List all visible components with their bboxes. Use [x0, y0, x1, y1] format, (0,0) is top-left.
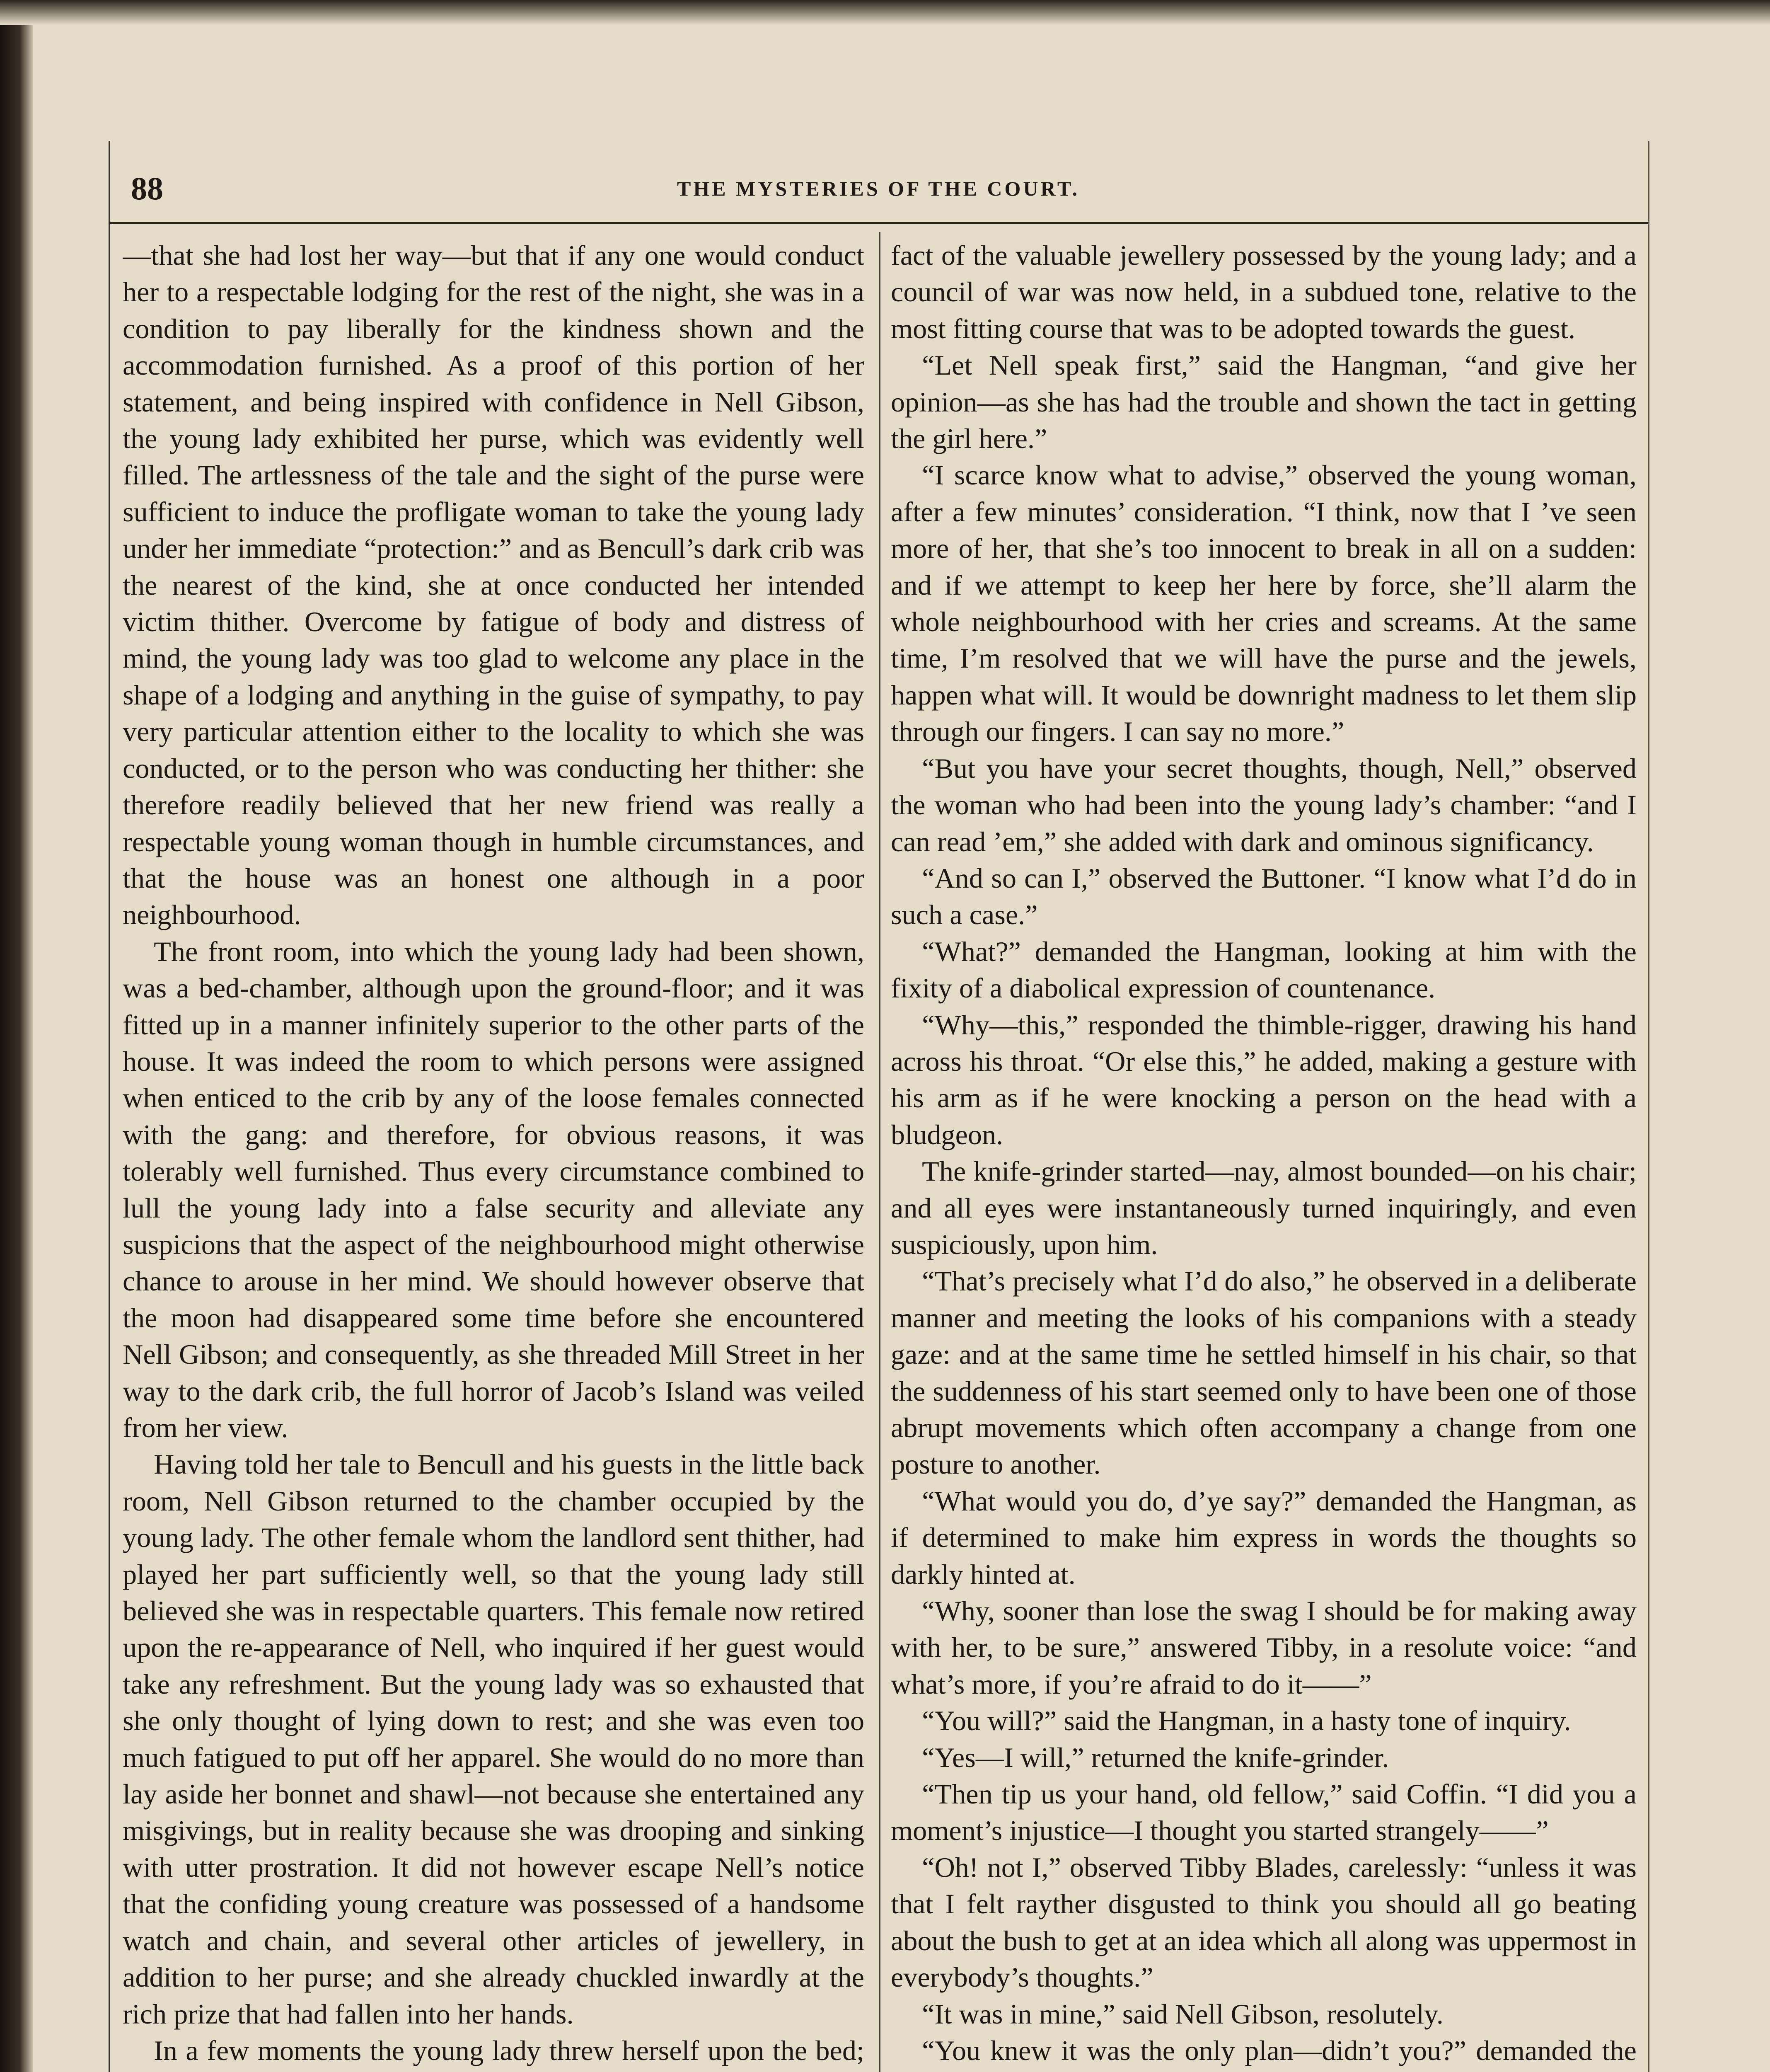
- page-frame-right: [1648, 141, 1649, 2072]
- paragraph: “Let Nell speak first,” said the Hangman, “and give her opinion—as she has had the trouble and shown the tact in getting the girl here.”: [891, 349, 1637, 455]
- page-number: 88: [131, 170, 163, 206]
- paragraph: —that she had lost her way—but that if any one would conduct her to a respectable lodging for the rest of the night, she was in a condition to pay liberally for the kindness shown and the accommodation furnished. As a proof of this portion of her statement, and being inspired with confidence in Nell Gibson, the young lady exhibited her purse, which was evidently well filled. The artlessness of the tale and the sight of the purse were sufficient to induce the profligate woman to take the young lady under her immediate “protection:” and as Bencull’s dark crib was the nearest of the kind, she at once conducted her intended victim thither. Overcome by fatigue of body and distress of mind, the young lady was too glad to welcome any place in the shape of a lodging and anything in the guise of sympathy, to pay very particular attention either to the locality to which she was conducted, or to the person who was conducting her thither: she therefore readily believed that her new friend was really a respectable young woman though in humble circumstances, and that the house was an honest one although in a poor neighbourhood.: [123, 240, 864, 931]
- paragraph: “It was in mine,” said Nell Gibson, resolutely.: [922, 1998, 1444, 2030]
- header-rule: [109, 222, 1648, 224]
- paragraph: “Why—this,” responded the thimble-rigger, drawing his hand across his throat. “Or else this,” he added, making a gesture with his arm as if he were knocking a person on the head with a bludgeon.: [891, 1009, 1637, 1150]
- paragraph: The knife-grinder started—nay, almost bounded—on his chair; and all eyes were instantaneously turned inquiringly, and even suspiciously, upon him.: [891, 1155, 1637, 1260]
- paragraph: “What?” demanded the Hangman, looking at him with the fixity of a diabolical expression of countenance.: [891, 935, 1637, 1004]
- paragraph: “Why, sooner than lose the swag I should be for making away with her, to be sure,” answered Tibby, in a resolute voice: “and what’s more, if you’re afraid to do it——”: [891, 1595, 1637, 1700]
- running-title: THE MYSTERIES OF THE COURT.: [677, 177, 1080, 200]
- paragraph: “Oh! not I,” observed Tibby Blades, carelessly: “unless it was that I felt rayther disgusted to think you should all go beating about the bush to get at an idea which all along was uppermost in everybody’s thoughts.”: [891, 1851, 1637, 1993]
- paragraph: “Then tip us your hand, old fellow,” said Coffin. “I did you a moment’s injustice—I thought you started strangely——”: [891, 1778, 1637, 1847]
- paragraph: “Yes—I will,” returned the knife-grinder.: [922, 1741, 1389, 1773]
- paragraph: “And so can I,” observed the Buttoner. “I know what I’d do in such a case.”: [891, 862, 1637, 931]
- paragraph: fact of the valuable jewellery possessed by the young lady; and a council of war was now held, in a subdued tone, relative to the most fitting course that was to be adopted towards the guest.: [891, 240, 1637, 344]
- paragraph: The front room, into which the young lady had been shown, was a bed-chamber, although upon the ground-floor; and it was fitted up in a manner infinitely superior to the other parts of the house. It was indeed the room to which persons were assigned when enticed to the crib by any of the loose females connected with the gang: and therefore, for obvious reasons, it was tolerably well furnished. Thus every circumstance combined to lull the young lady into a false security and alleviate any suspicions that the aspect of the neighbourhood might otherwise chance to arouse in her mind. We should however observe that the moon had disappeared some time before she encountered Nell Gibson; and consequently, as she threaded Mill Street in her way to the dark crib, the full horror of Jacob’s Island was veiled from her view.: [123, 935, 864, 1443]
- left-column: [123, 237, 864, 2072]
- paragraph: “That’s precisely what I’d do also,” he observed in a deliberate manner and meeting the looks of his companions with a steady gaze: and at the same time he settled himself in his chair, so that the suddenness of his start seemed only to have been one of those abrupt movements which often accompany a change from one posture to another.: [891, 1265, 1637, 1480]
- paragraph: Having told her tale to Bencull and his guests in the little back room, Nell Gibson returned to the chamber occupied by the young lady. The other female whom the landlord sent thither, had played her part sufficiently well, so that the young lady still believed she was in respectable quarters. This female now retired upon the re-appearance of Nell, who inquired if her guest would take any refreshment. But the young lady was so exhausted that she only thought of lying down to rest; and she was even too much fatigued to put off her apparel. She would do no more than lay aside her bonnet and shawl—not because she entertained any misgivings, but in reality because she was drooping and sinking with utter prostration. It did not however escape Nell’s notice that the confiding young creature was possessed of a handsome watch and chain, and several other articles of jewellery, in addition to her purse; and she already chuckled inwardly at the rich prize that had fallen into her hands.: [123, 1448, 864, 2030]
- paragraph: “What would you do, d’ye say?” demanded the Hangman, as if determined to make him express in words the thoughts so darkly hinted at.: [891, 1485, 1637, 1590]
- column-divider: [879, 232, 880, 2072]
- paragraph: “You knew it was the only plan—didn’t you?” demanded the: [922, 2034, 1637, 2066]
- page-top-edge-shadow: [0, 0, 1770, 25]
- paragraph: “I scarce know what to advise,” observed the young woman, after a few minutes’ consideration. “I think, now that I ’ve seen more of her, that she’s too innocent to break in all on a sudden: and if we attempt to keep her here by force, she’ll alarm the whole neighbourhood with her cries and screams. At the same time, I’m resolved that we will have the purse and the jewels, happen what will. It would be downright madness to let them slip through our fingers. I can say no more.”: [891, 459, 1637, 748]
- right-column: [891, 237, 1637, 2072]
- paragraph: In a few moments the young lady threw herself upon the bed;: [154, 2034, 864, 2066]
- paragraph: “But you have your secret thoughts, though, Nell,” observed the woman who had been into the young lady’s chamber: “and I can read ’em,” she added with dark and ominous significancy.: [891, 752, 1637, 857]
- paragraph: “You will?” said the Hangman, in a hasty tone of inquiry.: [922, 1705, 1571, 1737]
- page-header: [109, 149, 1648, 232]
- book-spine-shadow: [0, 0, 33, 2072]
